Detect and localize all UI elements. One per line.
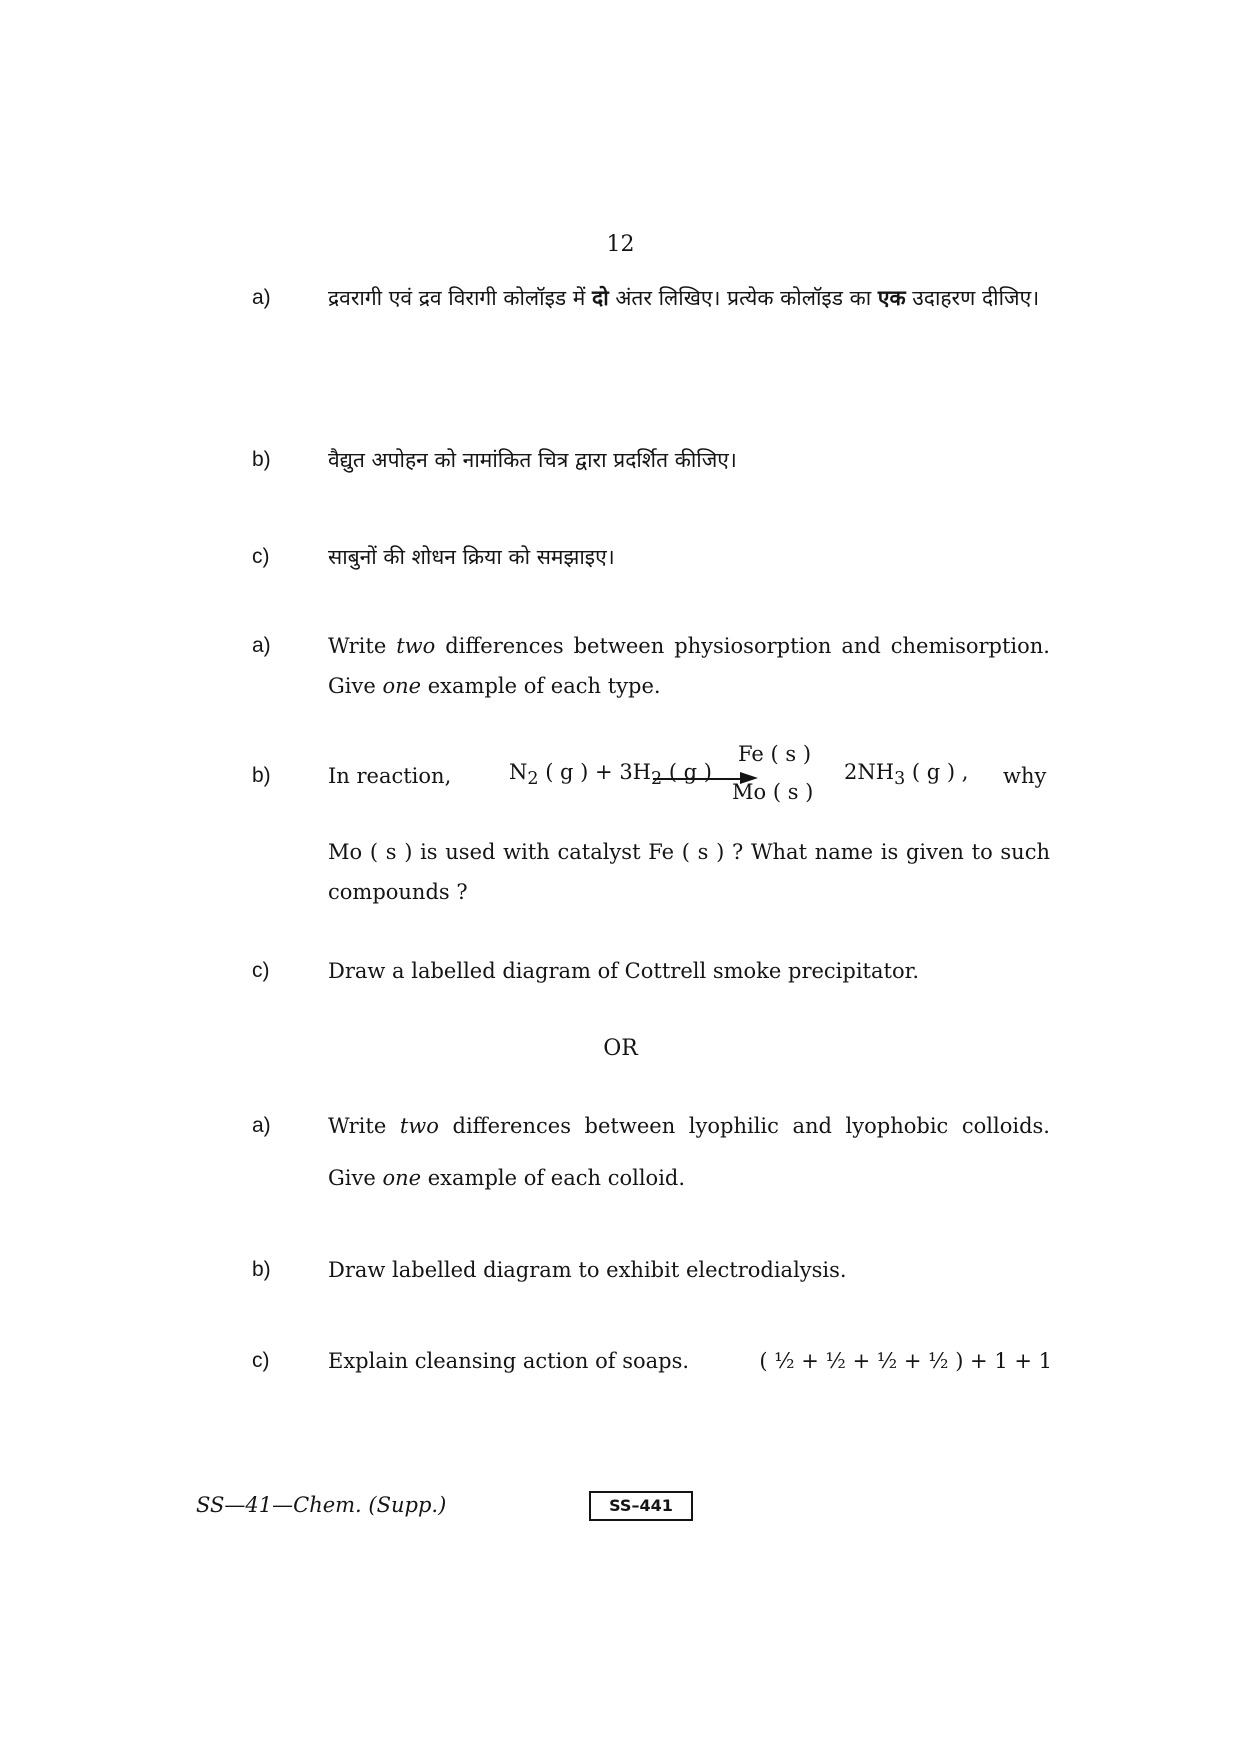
reaction-arrow-line [653,778,743,780]
question-text: Write two differences between physiosorption and chemisorption. Give one example of each type. [328,634,1050,698]
question-text: Draw labelled diagram to exhibit electrodialysis. [328,1258,847,1282]
question-text: Mo ( s ) is used with catalyst Fe ( s ) ? What name is given to such compounds ? [328,840,1050,904]
reaction-reactants: $N_2$ ( g ) + $3H_2$ ( g ) [509,760,712,790]
bold-word: दो [592,286,609,310]
question-label: b) [252,1258,271,1281]
or-separator: OR [603,1036,638,1061]
question-label: c) [252,1349,270,1372]
reaction-product: $2NH_3$ ( g ) , [844,760,969,790]
reaction-why: why [1003,764,1047,788]
question-label: c) [252,545,270,568]
page-number: 12 [606,232,635,257]
question-label: a) [252,1114,271,1137]
promoter-below-arrow: Mo ( s ) [732,780,814,804]
question-label: a) [252,286,271,309]
question-text-line1: Write two differences between lyophilic and lyophobic colloids. [328,1114,1050,1138]
catalyst-above-arrow: Fe ( s ) [738,742,812,766]
question-text: वैद्युत अपोहन को नामांकित चित्र द्वारा प्रदर्शित कीजिए। [328,448,737,472]
question-text-line2: Give one example of each colloid. [328,1166,686,1190]
marks-distribution: ( ½ + ½ + ½ + ½ ) + 1 + 1 [759,1349,1052,1373]
reaction-intro: In reaction, [328,764,452,788]
question-text: द्रवरागी एवं द्रव विरागी कोलॉइड में दो अंतर लिखिए। प्रत्येक कोलॉइड का एक उदाहरण दीजिए। [328,286,1040,310]
bold-word: एक [877,286,906,310]
reaction-arrow-head [740,772,758,784]
question-label: a) [252,634,271,657]
footer-paper-code: SS—41—Chem. (Supp.) [196,1493,447,1517]
reaction-line [328,742,1050,804]
question-text: Draw a labelled diagram of Cottrell smoke precipitator. [328,959,920,983]
question-label: b) [252,764,271,787]
question-text: Explain cleansing action of soaps. [328,1349,690,1373]
footer-code-box: SS–441 [589,1491,693,1521]
question-text: साबुनों की शोधन क्रिया को समझाइए। [328,545,615,569]
question-label: c) [252,959,270,982]
question-label: b) [252,448,271,471]
